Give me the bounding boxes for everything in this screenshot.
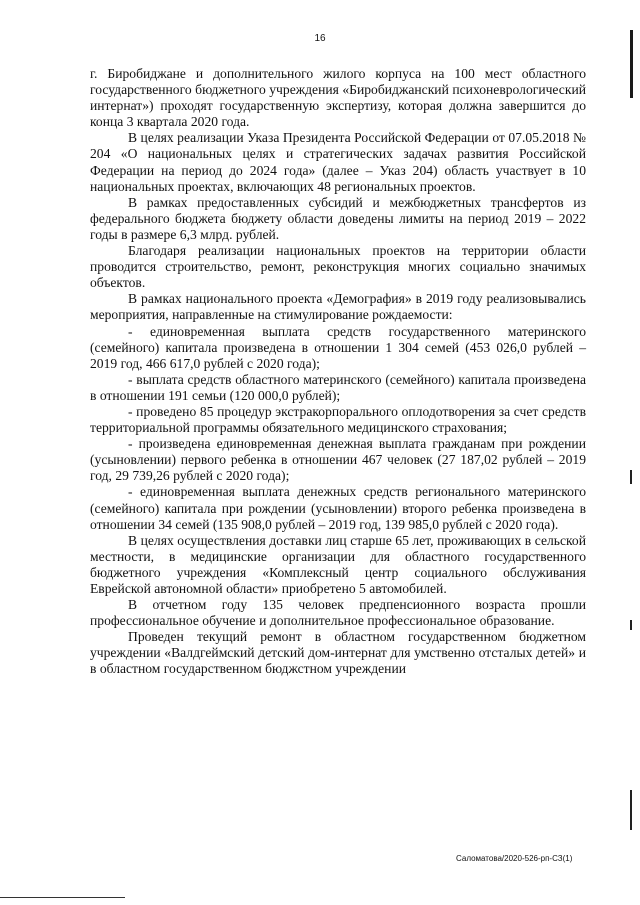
paragraph: Проведен текущий ремонт в областном государственном бюджетном учреждении «Валдгеймский детский дом-интернат для умственно отсталых детей» и в областном государственном бюджстном учреждении xyxy=(90,629,586,677)
list-item: - проведено 85 процедур экстракорпорального оплодотворения за счет средств территориальной программы обязательного медицинского страхования; xyxy=(90,403,586,436)
margin-tick xyxy=(630,790,632,830)
paragraph: В отчетном году 135 человек предпенсионного возраста прошли профессиональное обучение и дополнительное профессиональное образование. xyxy=(90,597,586,629)
list-item: - единовременная выплата средств государственного материнского (семейного) капитала произведена в отношении 1 304 семей (453 026,0 рублей – 2019 год, 466 617,0 рублей с 2020 года); xyxy=(90,323,586,371)
list-item: - произведена единовременная денежная выплата гражданам при рождении (усыновлении) первого ребенка в отношении 467 человек (27 187,02 рублей – 2019 год, 29 739,26 рублей с 2020 года); xyxy=(90,436,586,484)
paragraph: В рамках предоставленных субсидий и межбюджетных трансфертов из федерального бюджета бюджету области доведены лимиты на период 2019 – 2022 годы в размере 6,3 млрд. рублей. xyxy=(90,194,586,242)
margin-tick xyxy=(630,470,632,484)
list-item: - единовременная выплата денежных средств регионального материнского (семейного) капитала при рождении (усыновлении) второго ребенка произведена в отношении 34 семей (135 908,0 рублей – 2019 год, 139 985,0 рублей с 2020 года). xyxy=(90,484,586,532)
paragraph: Благодаря реализации национальных проектов на территории области проводится строительство, ремонт, реконструкция многих социально значимых объектов. xyxy=(90,243,586,291)
footer-code: Саломатова/2020-526-рп-СЗ(1) xyxy=(456,854,573,863)
document-body xyxy=(90,66,586,678)
margin-tick xyxy=(630,620,632,630)
footer-divider xyxy=(0,897,125,898)
paragraph: В целях реализации Указа Президента Российской Федерации от 07.05.2018 № 204 «О национальных целях и стратегических задачах развития Российской Федерации на период до 2024 года» (далее – Указ 204) область участвует в 10 национальных проектах, включающих 48 региональных проектов. xyxy=(90,130,586,194)
margin-bar xyxy=(630,30,633,98)
paragraph: В целях осуществления доставки лиц старше 65 лет, проживающих в сельской местности, в медицинские организации для областного государственного бюджетного учреждения «Комплексный центр социального обслуживания Еврейской автономной области» приобретено 5 автомобилей. xyxy=(90,532,586,596)
paragraph: В рамках национального проекта «Демография» в 2019 году реализовывались мероприятия, направленные на стимулирование рождаемости: xyxy=(90,291,586,323)
paragraph: г. Биробиджане и дополнительного жилого корпуса на 100 мест областного государственного бюджетного учреждения «Биробиджанский психоневрологический интернат») проходят государственную экспертизу, которая должна завершится до конца 3 квартала 2020 года. xyxy=(90,66,586,130)
list-item: - выплата средств областного материнского (семейного) капитала произведена в отношении 191 семьи (120 000,0 рублей); xyxy=(90,371,586,403)
page-number: 16 xyxy=(314,33,326,44)
